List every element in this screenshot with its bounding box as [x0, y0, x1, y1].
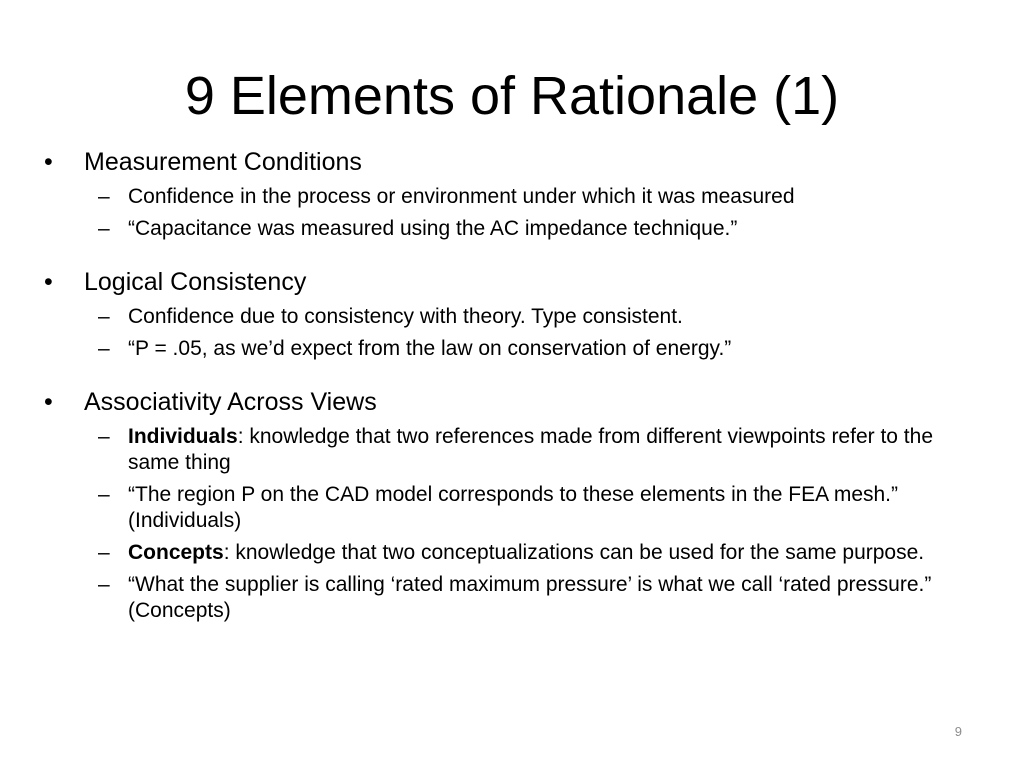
- sub-bullet-text: Confidence in the process or environment under which it was measured: [128, 185, 795, 208]
- sub-bullet-item: [84, 424, 974, 476]
- dash-icon: –: [98, 217, 110, 240]
- sub-bullet-item: [84, 216, 974, 242]
- sub-bullet-bold-term: Concepts: [128, 541, 224, 564]
- dash-icon: –: [98, 337, 110, 360]
- dash-icon: –: [98, 541, 110, 564]
- slide-title: 9 Elements of Rationale (1): [184, 66, 840, 126]
- section-measurement-conditions: [44, 146, 974, 242]
- bullet-item: [44, 146, 974, 178]
- section-associativity-across-views: [44, 386, 974, 624]
- dash-icon: –: [98, 573, 110, 596]
- bullet-item: [44, 386, 974, 418]
- sub-bullet-item: [84, 304, 974, 330]
- bullet-icon: •: [44, 268, 53, 296]
- page-number: 9: [954, 724, 962, 739]
- sub-bullet-text: Confidence due to consistency with theory. Type consistent.: [128, 305, 683, 328]
- sub-bullet-item: [84, 184, 974, 210]
- sub-bullet-text: : knowledge that two conceptualizations can be used for the same purpose.: [223, 541, 925, 564]
- sub-bullet-item: [84, 540, 974, 566]
- sub-bullet-item: [84, 572, 974, 624]
- dash-icon: –: [98, 305, 110, 328]
- bullet-heading: Logical Consistency: [84, 268, 307, 296]
- section-logical-consistency: [44, 266, 974, 362]
- dash-icon: –: [98, 185, 110, 208]
- bullet-icon: •: [44, 148, 53, 176]
- sub-bullet-text: : knowledge that two references made from different viewpoints refer to the same thing: [128, 425, 933, 474]
- sub-bullet-item: [84, 482, 974, 534]
- sub-bullet-bold-term: Individuals: [128, 425, 238, 448]
- sub-bullet-text: “What the supplier is calling ‘rated maximum pressure’ is what we call ‘rated pressure.” (Concepts): [128, 573, 932, 622]
- bullet-icon: •: [44, 388, 53, 416]
- bullet-heading: Associativity Across Views: [84, 388, 377, 416]
- bullet-heading: Measurement Conditions: [84, 148, 362, 176]
- bullet-item: [44, 266, 974, 298]
- sub-bullet-item: [84, 336, 974, 362]
- dash-icon: –: [98, 483, 110, 506]
- slide-content: [44, 146, 974, 648]
- sub-bullet-text: “The region P on the CAD model corresponds to these elements in the FEA mesh.” (Individuals): [128, 483, 899, 532]
- sub-bullet-text: “Capacitance was measured using the AC impedance technique.”: [128, 217, 738, 240]
- sub-bullet-text: “P = .05, as we’d expect from the law on conservation of energy.”: [128, 337, 732, 360]
- dash-icon: –: [98, 425, 110, 448]
